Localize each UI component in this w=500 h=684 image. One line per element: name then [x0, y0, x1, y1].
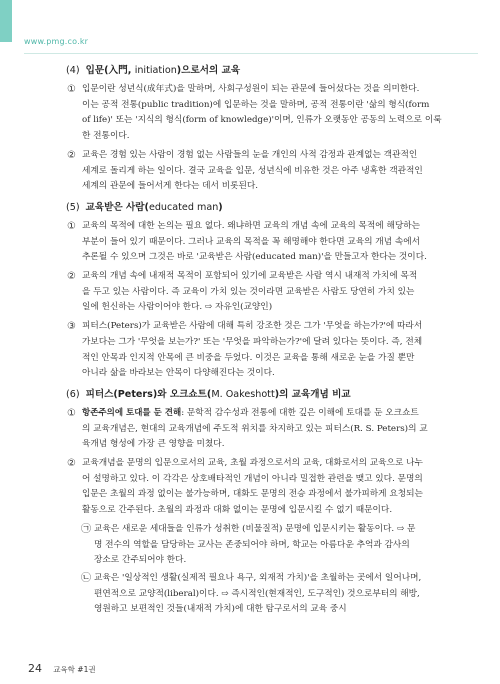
list-item: [60, 148, 462, 195]
item-marker: ①: [67, 407, 76, 419]
text-line: 아니라 삶을 바라보는 안목이 다양해진다는 것이다.: [82, 368, 275, 379]
text-line: 입문은 초월의 과정 없이는 불가능하며, 대화도 문명의 전승 과정에서 불가피하게 요청되는: [82, 489, 423, 500]
text-line: 을 두고 있는 사람이다. 즉 교육이 가치 있는 것이라면 교육받은 사람도 당연히 가치 있는: [82, 286, 415, 297]
list-item: [60, 269, 462, 316]
item-marker: ②: [67, 458, 76, 470]
text-line: 육개념 형성에 가장 큰 영향을 미쳤다.: [82, 439, 225, 450]
text-line: 이는 공적 전통(public tradition)에 입문하는 것을 말하며, 공적 전통이란 '삶의 형식(form: [82, 99, 430, 110]
text-line: 활동으로 간주된다. 초월의 과정과 대화 없이는 문명에 입문시킬 수 없기 때문이다.: [82, 505, 393, 516]
text-line: 입문이란 성년식(成年式)을 말하며, 사회구성원이 되는 관문에 들어섰다는 것을 의미한다.: [82, 84, 420, 94]
text-line: 일에 헌신하는 사람이어야 한다. ⇨ 자유인(교양인): [82, 302, 273, 313]
item-marker: ②: [67, 149, 76, 161]
section-educated-man: [60, 201, 462, 382]
text-line: : 문학적 감수성과 전통에 대한 깊은 이해에 토대를 둔 오크쇼트: [181, 407, 419, 418]
page-content: [60, 64, 462, 620]
item-marker: ②: [67, 271, 76, 283]
item-marker: ①: [67, 220, 76, 232]
text-line: 세계로 돌리게 하는 일이다. 결국 교육을 입문, 성년식에 비유한 것은 아주 냉혹한 객관적인: [82, 165, 423, 176]
text-line: 장소로 간주되어야 한다.: [94, 555, 187, 566]
text-line: 교육의 목적에 대한 논의는 필요 없다. 왜냐하면 교육의 개념 속에 교육의 목적에 해당하는: [82, 220, 421, 231]
text-line: 교육의 개념 속에 내재적 목적이 포함되어 있기에 교육받은 사람 역시 내재적 가치에 목적: [82, 271, 418, 282]
sub-list-item: [60, 522, 462, 569]
text-line: 교육은 경험 있는 사람이 경험 없는 사람들의 눈을 개인의 사적 감정과 관계없는 객관적인: [82, 149, 418, 160]
item-lead: 항존주의에 토대를 둔 견해: [82, 407, 182, 418]
text-line: 추론될 수 있으며 그것은 바로 '교육받은 사람(educated man)'을 만들고자 한다는 것이다.: [82, 252, 427, 263]
header-divider: [24, 53, 478, 54]
text-line: 세계의 관문에 들어서게 한다는 데서 비롯된다.: [82, 181, 259, 192]
text-line: 의 교육개념은, 현대의 교육개념에 주도적 위치를 차지하고 있는 피터스(R. S. Peters)의 교: [82, 423, 428, 434]
page-number: 24: [28, 662, 42, 675]
item-marker: ㉡: [81, 572, 91, 584]
book-title: 교육학 #1권: [53, 665, 96, 674]
text-line: 교육개념을 문명의 입문으로서의 교육, 초월 과정으로서의 교육, 대화로서의 교육으로 나누: [82, 458, 423, 469]
text-line: 피터스(Peters)가 교육받은 사람에 대해 특히 강조한 것은 그가 '무엇을 하는가?'에 따라서: [82, 321, 423, 332]
page-footer: [28, 662, 96, 675]
text-line: 편연적으로 교양적(liberal)이다. ⇨ 즉시적인(현재적인, 도구적인) 것으로부터의 해방,: [94, 588, 420, 599]
text-line: 명 전수의 역할을 담당하는 교사는 존중되어야 하며, 학교는 아름다운 추억과 감사의: [94, 539, 410, 550]
text-line: 영원하고 보편적인 것들(내재적 가치)에 대한 탐구로서의 교육 중시: [94, 604, 347, 615]
sub-list-item: [60, 571, 462, 618]
list-item: [60, 219, 462, 266]
text-line: 부분이 들어 있기 때문이다. 그러나 교육의 목적을 꼭 해명해야 한다면 교육의 개념 속에서: [82, 236, 421, 247]
section-heading: (4) 입문(入門, initiation)으로서의 교육: [66, 65, 241, 76]
text-line: 가보다는 그가 '무엇을 보는가?' 또는 '무엇을 파악하는가?'에 달려 있다는 뜻이다. 즉, 전체: [82, 336, 423, 347]
item-marker: ㉠: [81, 523, 91, 535]
text-line: 어 설명하고 있다. 이 각각은 상호배타적인 개념이 아니라 밀접한 관련을 맺고 있다. 문명의: [82, 473, 423, 484]
corner-accent-bar: [0, 0, 12, 42]
text-line: of life)' 또는 '지식의 형식(form of knowledge)'이며, 인류가 오랫동안 공동의 노력으로 이룩: [82, 115, 442, 126]
text-line: 교육은 새로운 세대들을 인류가 성취한 (비물질적) 문명에 입문시키는 활동이다. ⇨ 문: [94, 523, 416, 534]
item-marker: ③: [67, 321, 76, 333]
text-line: 적인 안목과 인지적 안목에 큰 비중을 두었다. 이것은 교육을 통해 새로운 눈을 가질 뿐만: [82, 352, 415, 363]
list-item: [60, 406, 462, 453]
section-peters-oakeshott: [60, 388, 462, 618]
item-marker: ①: [67, 84, 76, 95]
list-item: [60, 456, 462, 519]
section-heading: (6) 피터스(Peters)와 오크쇼트(M. Oakeshott)의 교육개념 비교: [66, 388, 351, 400]
text-line: 교육은 '일상적인 생활(실제적 필요나 욕구, 외재적 가치)'을 초월하는 곳에서 일어나며,: [94, 572, 422, 583]
header-url: www.pmg.co.kr: [24, 37, 89, 46]
section-initiation: [60, 64, 462, 195]
list-item: [60, 82, 462, 145]
section-heading: (5) 교육받은 사람(educated man): [66, 201, 223, 213]
list-item: [60, 319, 462, 382]
text-line: 한 전통이다.: [82, 131, 130, 142]
